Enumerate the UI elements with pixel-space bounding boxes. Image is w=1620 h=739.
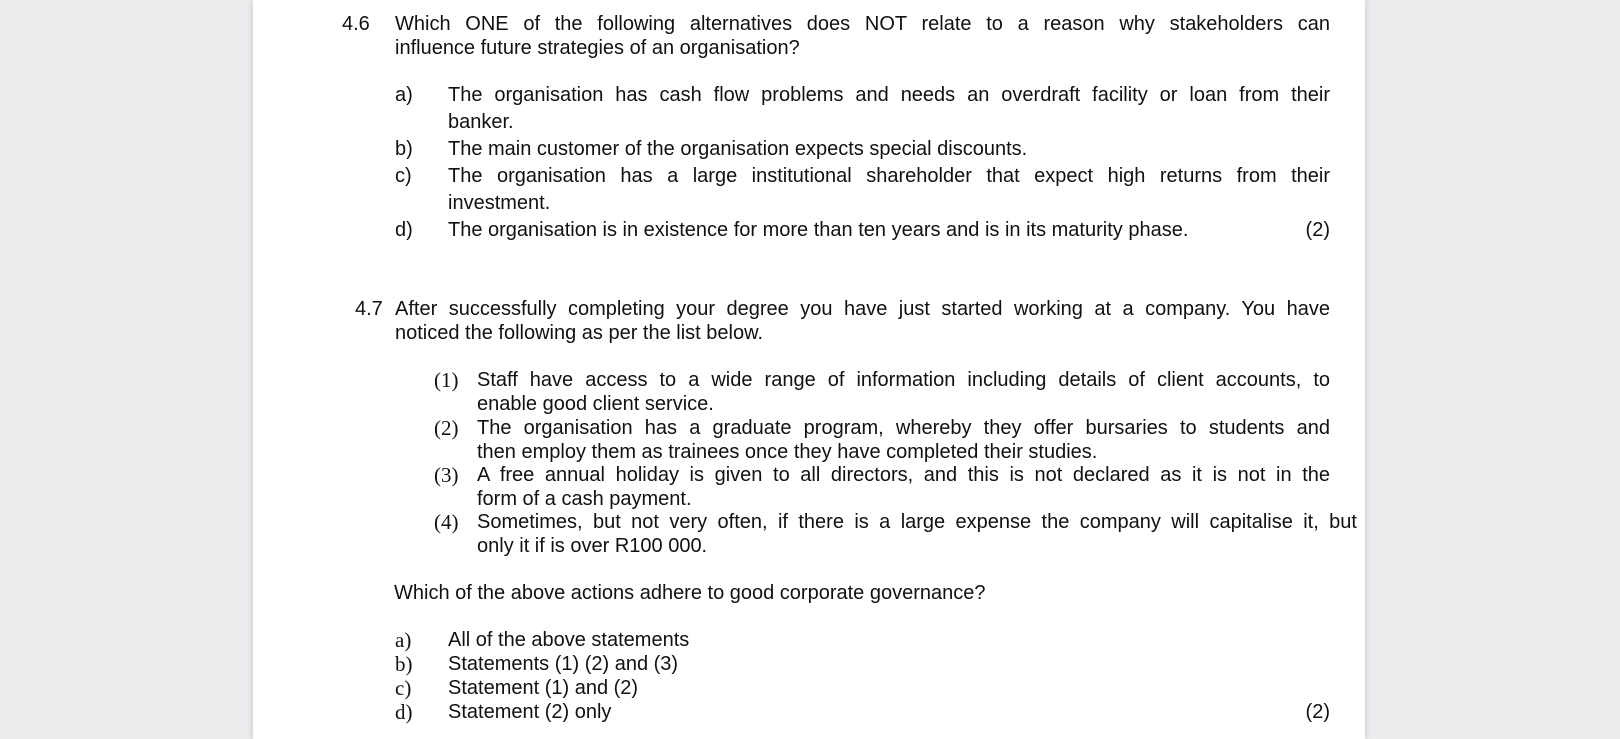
option-text-line: The organisation is in existence for more than ten years and is in its maturity phase. <box>448 219 1189 241</box>
statement-text-line: only it if is over R100 000. <box>477 535 708 557</box>
question-stem-line: noticed the following as per the list below. <box>395 322 763 344</box>
statement-label: (2) <box>434 416 459 440</box>
statement-text-line: form of a cash payment. <box>477 488 692 510</box>
option-label: d) <box>395 219 413 241</box>
statement-text-line: enable good client service. <box>477 393 714 415</box>
option-label: b) <box>395 138 413 160</box>
question-stem-line: influence future strategies of an organisation? <box>395 37 800 59</box>
marks-label: (2) <box>1305 219 1330 241</box>
question-number: 4.7 <box>355 298 383 320</box>
statement-label: (3) <box>434 463 459 487</box>
statement-text-line: The organisation has a graduate program, whereby they offer bursaries to students and <box>477 417 1330 439</box>
statement-text-line: Staff have access to a wide range of information including details of client accounts, to <box>477 369 1330 391</box>
option-text-line: investment. <box>448 192 551 214</box>
marks-label: (2) <box>1305 701 1330 723</box>
statement-label: (1) <box>434 368 459 392</box>
option-text-line: banker. <box>448 111 514 133</box>
statement-label: (4) <box>434 510 459 534</box>
option-label: c) <box>395 165 412 187</box>
statement-text-line: A free annual holiday is given to all directors, and this is not declared as it is not in the <box>477 464 1330 486</box>
option-label: a) <box>395 628 412 652</box>
document-page <box>253 0 1365 739</box>
governance-question: Which of the above actions adhere to good corporate governance? <box>394 582 986 604</box>
option-text: Statements (1) (2) and (3) <box>448 653 679 675</box>
option-text-line: The organisation has cash flow problems and needs an overdraft facility or loan from their <box>448 84 1330 106</box>
option-label: a) <box>395 84 413 106</box>
option-text-line: The main customer of the organisation expects special discounts. <box>448 138 1028 160</box>
option-label: d) <box>395 700 413 724</box>
question-stem-line: After successfully completing your degree you have just started working at a company. You have <box>395 298 1330 320</box>
statement-text-line: then employ them as trainees once they have completed their studies. <box>477 441 1098 463</box>
option-text: Statement (1) and (2) <box>448 677 639 699</box>
question-number: 4.6 <box>342 13 370 35</box>
option-text-line: The organisation has a large institutional shareholder that expect high returns from their <box>448 165 1330 187</box>
option-text: Statement (2) only <box>448 701 612 723</box>
option-label: c) <box>395 676 412 700</box>
option-text: All of the above statements <box>448 629 690 651</box>
option-label: b) <box>395 652 413 676</box>
statement-text-line: Sometimes, but not very often, if there is a large expense the company will capitalise it, but <box>477 511 1357 533</box>
question-stem-line: Which ONE of the following alternatives does NOT relate to a reason why stakeholders can <box>395 13 1330 35</box>
